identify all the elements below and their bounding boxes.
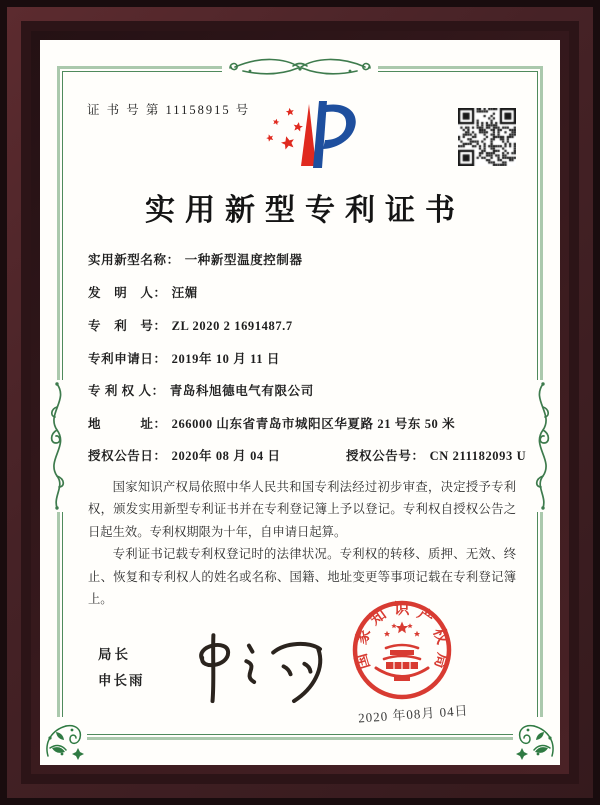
field-name-label: 实用新型名称： bbox=[88, 253, 180, 267]
field-grant-no bbox=[346, 446, 526, 464]
field-inventor bbox=[88, 283, 520, 301]
official-seal-icon bbox=[350, 598, 454, 702]
field-grant-date-value: 2020年 08 月 04 日 bbox=[171, 449, 281, 463]
certificate-paper bbox=[40, 40, 560, 765]
rosette-bottom-right-icon bbox=[513, 717, 559, 763]
field-patentee-value: 青岛科旭德电气有限公司 bbox=[169, 384, 314, 398]
director-name: 申长雨 bbox=[98, 673, 145, 688]
director-title: 局长 bbox=[98, 647, 131, 662]
flourish-right-icon bbox=[529, 380, 556, 512]
field-name-value: 一种新型温度控制器 bbox=[184, 253, 303, 267]
field-patentee-label: 专 利 权 人： bbox=[88, 384, 165, 398]
qr-code bbox=[458, 108, 516, 166]
field-grant-no-value: CN 211182093 U bbox=[429, 449, 527, 463]
flourish-left-icon bbox=[44, 380, 71, 512]
field-filing-date-label: 专利申请日： bbox=[88, 352, 167, 366]
field-filing-date bbox=[88, 349, 520, 367]
svg-text:国家知识产权局 bbox=[351, 600, 453, 672]
field-grant-no-label: 授权公告号： bbox=[346, 449, 425, 463]
field-patent-no-label: 专 利 号： bbox=[88, 319, 167, 333]
field-name bbox=[88, 250, 520, 268]
legal-paragraph-1: 国家知识产权局依照中华人民共和国专利法经过初步审查，决定授予专利权，颁发实用新型专利证书并在专利登记簿上予以登记。专利权自授权公告之日起生效。专利权期限为十年，自申请日起算。 bbox=[88, 480, 516, 539]
field-grant bbox=[88, 446, 527, 464]
rosette-bottom-left-icon bbox=[41, 717, 87, 763]
field-address-label: 地 址： bbox=[88, 417, 167, 431]
field-patent-no bbox=[88, 316, 520, 334]
field-inventor-label: 发 明 人： bbox=[88, 286, 167, 300]
field-grant-date-label: 授权公告日： bbox=[88, 449, 167, 463]
certificate-number: 证 书 号 第 11158915 号 bbox=[87, 103, 251, 117]
field-inventor-value: 汪媚 bbox=[171, 286, 198, 300]
field-address bbox=[88, 414, 520, 432]
seal-date: 2020 年08月 04日 bbox=[357, 702, 469, 726]
field-address-value: 266000 山东省青岛市城阳区华夏路 21 号东 50 米 bbox=[171, 417, 456, 431]
field-patentee bbox=[88, 381, 520, 399]
cnipa-logo-icon bbox=[255, 96, 360, 179]
flourish-top-icon bbox=[222, 53, 378, 81]
certificate-title: 实用新型专利证书 bbox=[145, 194, 465, 227]
legal-paragraph-2: 专利证书记载专利权登记时的法律状况。专利权的转移、质押、无效、终止、恢复和专利权人的姓名或名称、国籍、地址变更等事项记载在专利登记簿上。 bbox=[88, 547, 516, 606]
signature-icon bbox=[180, 630, 330, 713]
field-filing-date-value: 2019年 10 月 11 日 bbox=[171, 352, 280, 366]
field-patent-no-value: ZL 2020 2 1691487.7 bbox=[171, 319, 293, 333]
legal-text bbox=[88, 476, 516, 610]
seal-text: 国家知识产权局 bbox=[352, 600, 452, 672]
